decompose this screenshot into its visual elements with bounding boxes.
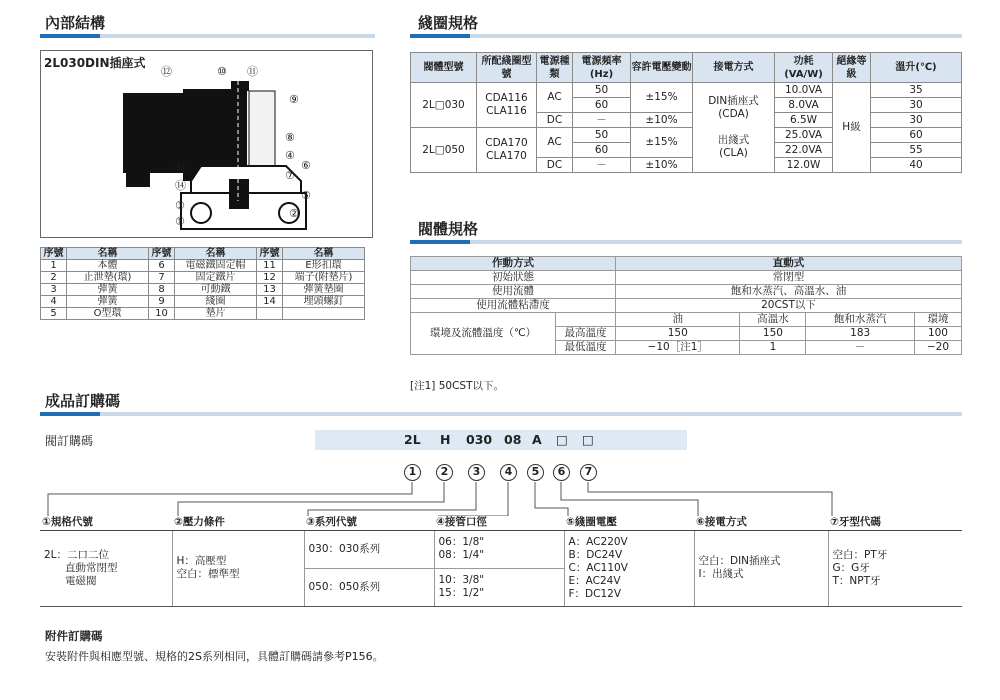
callout-6: ⑥ bbox=[301, 159, 311, 172]
table-cell: 40 bbox=[871, 158, 962, 173]
table-cell: 電源頻率(Hz) bbox=[573, 53, 631, 83]
code-A: A bbox=[532, 432, 542, 447]
diagram-title: 2L030DIN插座式 bbox=[44, 56, 146, 70]
table-cell: 功耗(VA/W) bbox=[775, 53, 833, 83]
title-bar bbox=[410, 240, 962, 244]
table-cell: 1 bbox=[41, 260, 67, 272]
table-cell: ④接管口徑 bbox=[434, 516, 564, 530]
table-cell: 60 bbox=[871, 128, 962, 143]
table-cell: 8 bbox=[149, 284, 175, 296]
table-cell bbox=[257, 308, 283, 320]
table-cell: 1 bbox=[740, 341, 806, 355]
internal-structure-title: 內部結構 bbox=[45, 14, 106, 32]
table-cell: 飽和水蒸汽 bbox=[806, 313, 915, 327]
table-row bbox=[41, 272, 365, 284]
table-cell: 埋頭螺釘 bbox=[283, 296, 365, 308]
table-cell: 容許電壓變動 bbox=[631, 53, 693, 83]
table-cell: 12 bbox=[257, 272, 283, 284]
table-row bbox=[411, 83, 962, 98]
table-cell: 06：1/8" 08：1/4" bbox=[434, 530, 564, 568]
table-cell: 絕緣等級 bbox=[833, 53, 871, 83]
table-cell: 050：050系列 bbox=[304, 568, 434, 606]
title-bar bbox=[40, 412, 962, 416]
table-cell: 電磁鐵固定帽 bbox=[175, 260, 257, 272]
table-cell: 彈簧墊圈 bbox=[283, 284, 365, 296]
table-cell: CDA170 CLA170 bbox=[477, 128, 537, 173]
connector-body bbox=[123, 93, 183, 173]
order-code-strip bbox=[315, 430, 687, 450]
table-cell: AC bbox=[537, 128, 573, 158]
table-cell bbox=[556, 313, 616, 327]
table-cell: 8.0VA bbox=[775, 98, 833, 113]
table-cell: 55 bbox=[871, 143, 962, 158]
table-cell: － bbox=[806, 341, 915, 355]
coil-spec-title: 綫圈規格 bbox=[418, 14, 479, 32]
table-cell: 序號 bbox=[257, 248, 283, 260]
table-cell: 環境 bbox=[914, 313, 961, 327]
table-cell: 名稱 bbox=[283, 248, 365, 260]
table-cell: 3 bbox=[41, 284, 67, 296]
table-cell: E形扣環 bbox=[283, 260, 365, 272]
coil-spec-table bbox=[410, 52, 962, 173]
plunger bbox=[229, 179, 249, 209]
callout-13: ⑬ bbox=[175, 161, 186, 174]
table-cell: 序號 bbox=[149, 248, 175, 260]
table-cell: 50 bbox=[573, 83, 631, 98]
order-code-title: 成品訂購碼 bbox=[45, 392, 121, 410]
table-cell: 墊片 bbox=[175, 308, 257, 320]
body-spec-title: 閥體規格 bbox=[418, 220, 479, 238]
code-circle-3: 3 bbox=[468, 464, 485, 481]
nut bbox=[231, 81, 249, 91]
table-cell: 端子(附墊片) bbox=[283, 272, 365, 284]
table-cell: 20CST以下 bbox=[616, 299, 962, 313]
table-cell: H級 bbox=[833, 83, 871, 173]
table-cell: 30 bbox=[871, 98, 962, 113]
code-circle-1: 1 bbox=[404, 464, 421, 481]
table-cell: ±10% bbox=[631, 113, 693, 128]
code-slot-7: □ bbox=[582, 432, 594, 447]
table-cell: 使用流體 bbox=[411, 285, 616, 299]
table-cell: 名稱 bbox=[175, 248, 257, 260]
body-spec-table bbox=[410, 256, 962, 355]
table-cell: 作動方式 bbox=[411, 257, 616, 271]
table-cell: 150 bbox=[740, 327, 806, 341]
order-code-connectors bbox=[0, 480, 1000, 520]
table-cell: 止泄墊(環) bbox=[67, 272, 149, 284]
table-cell: 183 bbox=[806, 327, 915, 341]
table-cell: 12.0W bbox=[775, 158, 833, 173]
table-cell: 綫圈 bbox=[175, 296, 257, 308]
table-cell: 25.0VA bbox=[775, 128, 833, 143]
code-slot-6: □ bbox=[556, 432, 568, 447]
table-cell: 空白：DIN插座式 I：出綫式 bbox=[694, 530, 828, 606]
table-cell: ±15% bbox=[631, 83, 693, 113]
table-cell: 4 bbox=[41, 296, 67, 308]
table-cell: 彈簧 bbox=[67, 284, 149, 296]
code-2L: 2L bbox=[404, 432, 421, 447]
callout-10: ⑩ bbox=[217, 65, 227, 78]
table-cell: 可動鐵 bbox=[175, 284, 257, 296]
table-cell: 22.0VA bbox=[775, 143, 833, 158]
table-cell: −10［注1］ bbox=[616, 341, 740, 355]
table-cell: 常閉型 bbox=[616, 271, 962, 285]
body-note: [注1] 50CST以下。 bbox=[410, 380, 504, 392]
table-cell: 11 bbox=[257, 260, 283, 272]
table-cell: 10.0VA bbox=[775, 83, 833, 98]
table-row bbox=[411, 299, 962, 313]
table-cell: DC bbox=[537, 158, 573, 173]
table-cell: 使用流體粘滯度 bbox=[411, 299, 616, 313]
table-cell: A：AC220V B：DC24V C：AC110V E：AC24V F：DC12V bbox=[564, 530, 694, 606]
table-cell: 5 bbox=[41, 308, 67, 320]
table-cell: 2L□030 bbox=[411, 83, 477, 128]
table-cell: O型環 bbox=[67, 308, 149, 320]
table-cell: 13 bbox=[257, 284, 283, 296]
table-cell: ⑥接電方式 bbox=[694, 516, 828, 530]
table-cell: 35 bbox=[871, 83, 962, 98]
table-cell: 直動式 bbox=[616, 257, 962, 271]
code-circle-6: 6 bbox=[553, 464, 570, 481]
internal-structure-diagram bbox=[40, 50, 373, 238]
table-row bbox=[411, 271, 962, 285]
table-cell: ①規格代號 bbox=[40, 516, 172, 530]
table-cell: － bbox=[573, 113, 631, 128]
table-cell: 60 bbox=[573, 143, 631, 158]
table-row bbox=[411, 128, 962, 143]
code-circle-7: 7 bbox=[580, 464, 597, 481]
table-cell: ±15% bbox=[631, 128, 693, 158]
table-cell: 6 bbox=[149, 260, 175, 272]
callout-11: ⑪ bbox=[247, 65, 258, 78]
cable-gland bbox=[126, 173, 150, 187]
table-cell: 2 bbox=[41, 272, 67, 284]
order-code-label: 閥訂購碼 bbox=[45, 434, 94, 448]
table-cell: － bbox=[573, 158, 631, 173]
table-cell: 初始狀態 bbox=[411, 271, 616, 285]
table-cell: ±10% bbox=[631, 158, 693, 173]
table-cell bbox=[283, 308, 365, 320]
table-cell: 10：3/8" 15：1/2" bbox=[434, 568, 564, 606]
table-cell: 9 bbox=[149, 296, 175, 308]
table-cell: 14 bbox=[257, 296, 283, 308]
table-cell: 所配綫圈型號 bbox=[477, 53, 537, 83]
table-cell: 最高溫度 bbox=[556, 327, 616, 341]
callout-7: ⑦ bbox=[285, 169, 295, 182]
table-cell: 飽和水蒸汽、高溫水、油 bbox=[616, 285, 962, 299]
table-row bbox=[41, 296, 365, 308]
table-row bbox=[411, 313, 962, 327]
table-cell: 30 bbox=[871, 113, 962, 128]
table-row bbox=[40, 530, 962, 568]
table-row bbox=[41, 308, 365, 320]
table-cell: 60 bbox=[573, 98, 631, 113]
table-row bbox=[41, 260, 365, 272]
code-circle-5: 5 bbox=[527, 464, 544, 481]
table-cell: 閥體型號 bbox=[411, 53, 477, 83]
code-circle-4: 4 bbox=[500, 464, 517, 481]
table-cell: 高溫水 bbox=[740, 313, 806, 327]
callout-9: ⑨ bbox=[289, 93, 299, 106]
table-cell: 固定鐵片 bbox=[175, 272, 257, 284]
callout-14: ⑭ bbox=[175, 179, 186, 192]
title-bar bbox=[40, 34, 375, 38]
table-cell: 10 bbox=[149, 308, 175, 320]
table-cell: H：高壓型 空白：標準型 bbox=[172, 530, 304, 606]
table-cell: AC bbox=[537, 83, 573, 113]
table-cell: CDA116 CLA116 bbox=[477, 83, 537, 128]
callout-2: ② bbox=[289, 207, 299, 220]
callout-1: ① bbox=[175, 215, 185, 228]
table-cell: −20 bbox=[914, 341, 961, 355]
table-cell: ⑤綫圈電壓 bbox=[564, 516, 694, 530]
table-cell: ⑦牙型代碼 bbox=[828, 516, 962, 530]
table-cell: 本體 bbox=[67, 260, 149, 272]
table-cell: 50 bbox=[573, 128, 631, 143]
table-cell: 150 bbox=[616, 327, 740, 341]
table-cell: 100 bbox=[914, 327, 961, 341]
code-H: H bbox=[440, 432, 451, 447]
callout-12: ⑫ bbox=[161, 65, 172, 78]
table-cell: 電源種類 bbox=[537, 53, 573, 83]
table-cell: 6.5W bbox=[775, 113, 833, 128]
table-cell: 名稱 bbox=[67, 248, 149, 260]
inlet-port bbox=[191, 203, 211, 223]
table-cell: 最低溫度 bbox=[556, 341, 616, 355]
callout-8: ⑧ bbox=[285, 131, 295, 144]
callout-4: ④ bbox=[285, 149, 295, 162]
table-cell: 030：030系列 bbox=[304, 530, 434, 568]
callout-3: ③ bbox=[175, 199, 185, 212]
code-030: 030 bbox=[466, 432, 493, 447]
table-row bbox=[41, 284, 365, 296]
parts-table bbox=[40, 247, 365, 320]
table-cell: 接電方式 bbox=[693, 53, 775, 83]
order-code-table bbox=[40, 516, 962, 607]
table-cell: DC bbox=[537, 113, 573, 128]
valve-drawing bbox=[41, 51, 372, 237]
callout-5: ⑤ bbox=[301, 189, 311, 202]
table-cell: ②壓力條件 bbox=[172, 516, 304, 530]
table-cell: 溫升(℃) bbox=[871, 53, 962, 83]
table-cell: 2L□050 bbox=[411, 128, 477, 173]
table-cell: 7 bbox=[149, 272, 175, 284]
code-08: 08 bbox=[504, 432, 522, 447]
accessory-text: 安裝附件與相應型號、規格的2S系列相同，具體訂購碼請參考P156。 bbox=[45, 650, 384, 663]
title-bar bbox=[410, 34, 962, 38]
table-row bbox=[411, 285, 962, 299]
table-cell: 序號 bbox=[41, 248, 67, 260]
accessory-title: 附件訂購碼 bbox=[45, 629, 103, 643]
table-cell: 2L：二口二位 直動常閉型 電磁閥 bbox=[40, 530, 172, 606]
code-circle-2: 2 bbox=[436, 464, 453, 481]
table-cell: 彈簧 bbox=[67, 296, 149, 308]
table-cell: 油 bbox=[616, 313, 740, 327]
table-cell: 環境及流體溫度（℃） bbox=[411, 313, 556, 355]
table-cell: DIN插座式 (CDA) 出綫式 (CLA) bbox=[693, 83, 775, 173]
table-cell: 空白：PT牙 G：G牙 T：NPT牙 bbox=[828, 530, 962, 606]
table-cell: ③系列代號 bbox=[304, 516, 434, 530]
